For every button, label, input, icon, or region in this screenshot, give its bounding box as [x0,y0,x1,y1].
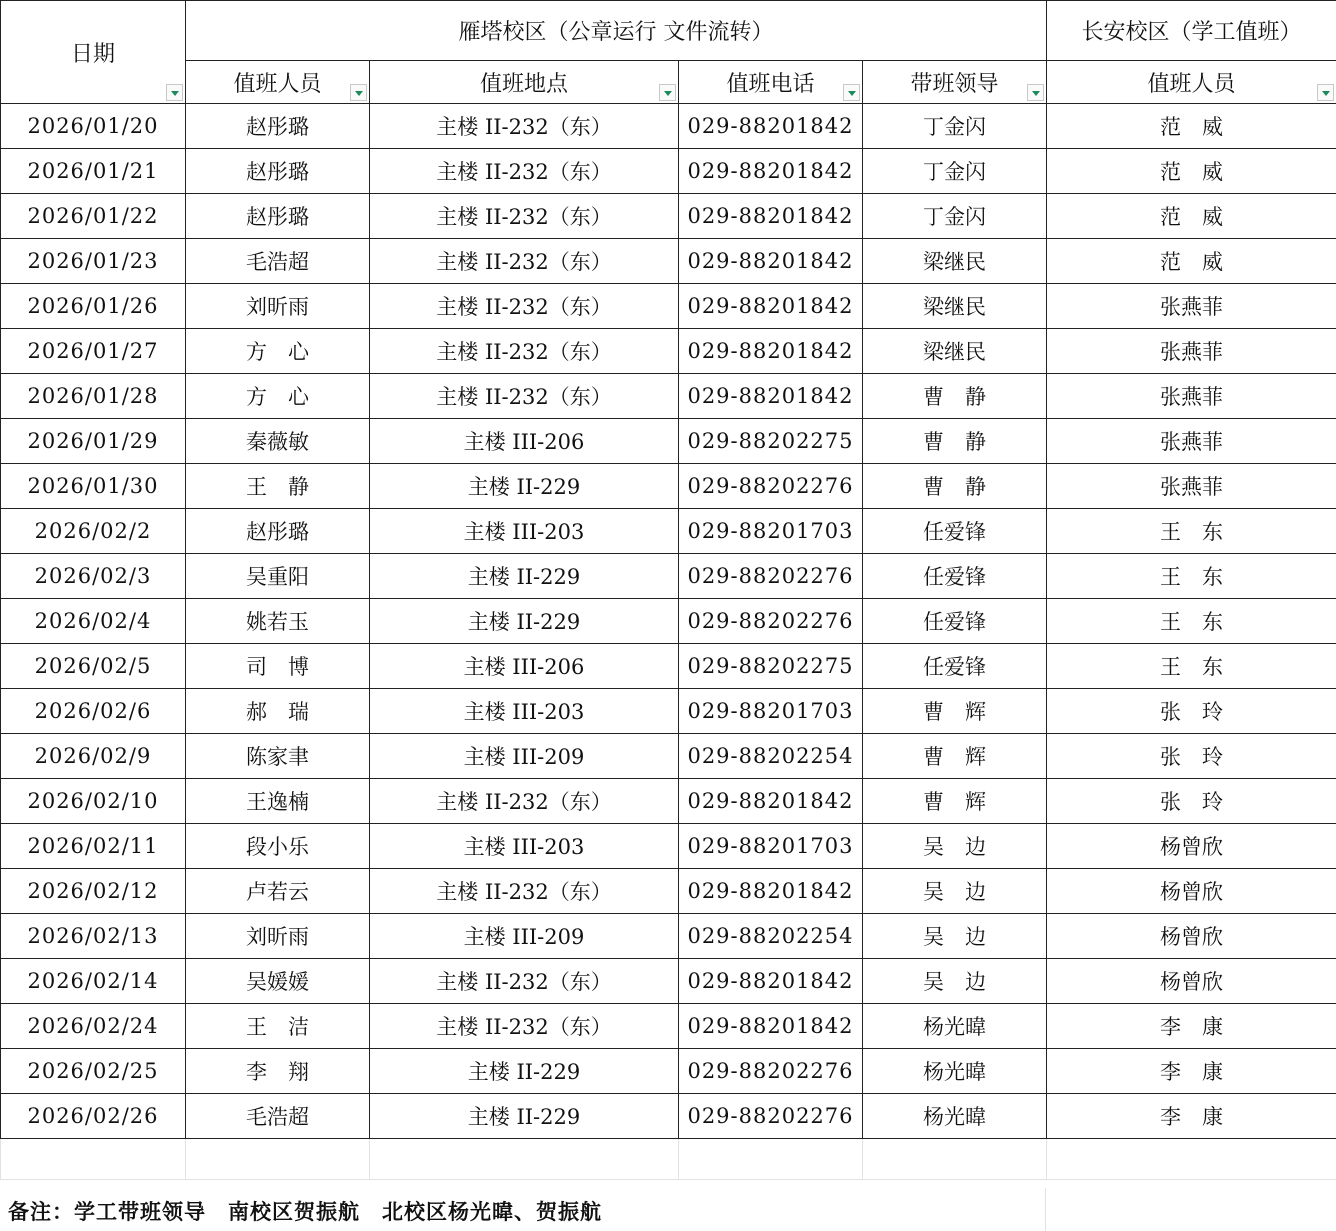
cell-changan-staff: 李 康 [1047,1004,1336,1049]
cell-duty-phone: 029-88201842 [679,1004,863,1049]
cell-duty-phone: 029-88202276 [679,464,863,509]
cell-duty-location: 主楼 II-232（东） [370,869,679,914]
filter-dropdown-icon[interactable] [843,84,860,101]
empty-cell [1,1139,186,1180]
cell-duty-staff: 毛浩超 [186,1094,370,1139]
cell-leader: 丁金闪 [863,149,1047,194]
cell-date: 2026/02/2 [1,509,186,554]
cell-leader: 丁金闪 [863,104,1047,149]
table-row [1,869,1336,914]
cell-duty-staff: 秦薇敏 [186,419,370,464]
cell-duty-location: 主楼 III-209 [370,914,679,959]
cell-changan-staff: 张燕菲 [1047,374,1336,419]
cell-duty-phone: 029-88201842 [679,779,863,824]
cell-leader: 吴 边 [863,869,1047,914]
header-duty-staff-label: 值班人员 [233,71,322,97]
cell-changan-staff: 范 威 [1047,239,1336,284]
cell-changan-staff: 王 东 [1047,554,1336,599]
cell-duty-location: 主楼 III-206 [370,419,679,464]
header-leader-label: 带班领导 [910,71,999,97]
header-changan-campus: 长安校区（学工值班） [1047,1,1336,61]
cell-duty-phone: 029-88202275 [679,419,863,464]
cell-leader: 梁继民 [863,284,1047,329]
table-row [1,554,1336,599]
table-row [1,734,1336,779]
table-row [1,284,1336,329]
cell-changan-staff: 杨曾欣 [1047,914,1336,959]
cell-changan-staff: 张 玲 [1047,779,1336,824]
table-row [1,149,1336,194]
table-row [1,824,1336,869]
cell-duty-staff: 郝 瑞 [186,689,370,734]
cell-duty-staff: 方 心 [186,329,370,374]
cell-date: 2026/02/11 [1,824,186,869]
cell-duty-location: 主楼 III-203 [370,689,679,734]
cell-duty-staff: 王 洁 [186,1004,370,1049]
cell-duty-staff: 陈家聿 [186,734,370,779]
header-duty-staff [186,61,370,104]
cell-duty-location: 主楼 II-232（东） [370,779,679,824]
cell-duty-phone: 029-88202276 [679,599,863,644]
cell-duty-staff: 段小乐 [186,824,370,869]
filter-dropdown-icon[interactable] [350,84,367,101]
cell-duty-location: 主楼 II-232（东） [370,959,679,1004]
table-row [1,509,1336,554]
cell-duty-phone: 029-88201842 [679,149,863,194]
cell-date: 2026/01/21 [1,149,186,194]
cell-duty-location: 主楼 II-232（东） [370,284,679,329]
cell-duty-staff: 赵彤璐 [186,509,370,554]
cell-duty-staff: 王逸楠 [186,779,370,824]
cell-changan-staff: 张 玲 [1047,689,1336,734]
cell-duty-staff: 李 翔 [186,1049,370,1094]
empty-cell [370,1139,679,1180]
gridline-divider [1045,1188,1046,1231]
table-row [1,464,1336,509]
table-row [1,1049,1336,1094]
cell-changan-staff: 张燕菲 [1047,329,1336,374]
cell-changan-staff: 王 东 [1047,509,1336,554]
cell-duty-staff: 毛浩超 [186,239,370,284]
cell-leader: 任爱锋 [863,644,1047,689]
cell-leader: 曹 辉 [863,689,1047,734]
cell-duty-location: 主楼 II-232（东） [370,194,679,239]
cell-duty-location: 主楼 II-229 [370,599,679,644]
header-changan-staff-label: 值班人员 [1147,71,1236,97]
cell-date: 2026/01/22 [1,194,186,239]
cell-leader: 杨光暐 [863,1049,1047,1094]
cell-duty-location: 主楼 II-232（东） [370,149,679,194]
cell-leader: 任爱锋 [863,599,1047,644]
cell-duty-phone: 029-88201842 [679,239,863,284]
cell-date: 2026/02/4 [1,599,186,644]
cell-duty-staff: 吴重阳 [186,554,370,599]
cell-duty-staff: 刘昕雨 [186,284,370,329]
header-leader [863,61,1047,104]
table-row [1,329,1336,374]
cell-duty-phone: 029-88201842 [679,284,863,329]
cell-date: 2026/01/20 [1,104,186,149]
cell-duty-location: 主楼 III-206 [370,644,679,689]
cell-duty-staff: 赵彤璐 [186,104,370,149]
cell-leader: 任爱锋 [863,509,1047,554]
cell-duty-phone: 029-88201703 [679,509,863,554]
cell-duty-location: 主楼 III-203 [370,824,679,869]
empty-row [1,1139,1336,1180]
cell-duty-location: 主楼 II-232（东） [370,374,679,419]
cell-date: 2026/02/12 [1,869,186,914]
cell-leader: 吴 边 [863,914,1047,959]
cell-duty-phone: 029-88201842 [679,869,863,914]
table-row [1,689,1336,734]
cell-leader: 梁继民 [863,239,1047,284]
cell-date: 2026/02/5 [1,644,186,689]
cell-leader: 曹 静 [863,419,1047,464]
cell-duty-staff: 王 静 [186,464,370,509]
cell-duty-staff: 吴媛媛 [186,959,370,1004]
cell-duty-location: 主楼 II-229 [370,464,679,509]
header-date-label: 日期 [70,41,115,67]
header-duty-location [370,61,679,104]
cell-changan-staff: 张燕菲 [1047,284,1336,329]
cell-duty-phone: 029-88202254 [679,914,863,959]
filter-dropdown-icon[interactable] [166,84,183,101]
cell-date: 2026/02/25 [1,1049,186,1094]
cell-leader: 吴 边 [863,959,1047,1004]
cell-date: 2026/02/26 [1,1094,186,1139]
header-duty-phone-label: 值班电话 [726,71,815,97]
cell-duty-phone: 029-88201703 [679,689,863,734]
filter-dropdown-icon[interactable] [1027,84,1044,101]
table-row [1,644,1336,689]
cell-duty-phone: 029-88202276 [679,1094,863,1139]
cell-leader: 丁金闪 [863,194,1047,239]
cell-duty-location: 主楼 II-229 [370,1049,679,1094]
cell-duty-location: 主楼 II-229 [370,1094,679,1139]
cell-date: 2026/01/27 [1,329,186,374]
cell-leader: 任爱锋 [863,554,1047,599]
cell-changan-staff: 杨曾欣 [1047,959,1336,1004]
filter-dropdown-icon[interactable] [659,84,676,101]
cell-date: 2026/02/14 [1,959,186,1004]
cell-leader: 曹 辉 [863,779,1047,824]
cell-duty-staff: 姚若玉 [186,599,370,644]
cell-duty-location: 主楼 II-232（东） [370,1004,679,1049]
cell-date: 2026/02/3 [1,554,186,599]
table-row [1,104,1336,149]
cell-changan-staff: 范 威 [1047,104,1336,149]
cell-duty-phone: 029-88201842 [679,329,863,374]
cell-changan-staff: 李 康 [1047,1049,1336,1094]
table-row [1,959,1336,1004]
cell-leader: 曹 静 [863,464,1047,509]
empty-cell [863,1139,1047,1180]
cell-date: 2026/02/24 [1,1004,186,1049]
empty-cell [186,1139,370,1180]
table-row [1,1094,1336,1139]
cell-duty-phone: 029-88202275 [679,644,863,689]
cell-duty-staff: 刘昕雨 [186,914,370,959]
header-duty-phone [679,61,863,104]
table-row [1,374,1336,419]
cell-duty-location: 主楼 II-229 [370,554,679,599]
cell-date: 2026/02/10 [1,779,186,824]
cell-changan-staff: 杨曾欣 [1047,824,1336,869]
cell-duty-phone: 029-88202276 [679,554,863,599]
cell-leader: 吴 边 [863,824,1047,869]
cell-duty-phone: 029-88201842 [679,194,863,239]
cell-leader: 梁继民 [863,329,1047,374]
cell-duty-location: 主楼 II-232（东） [370,239,679,284]
table-row [1,419,1336,464]
cell-duty-phone: 029-88202254 [679,734,863,779]
cell-duty-location: 主楼 II-232（东） [370,329,679,374]
cell-date: 2026/02/9 [1,734,186,779]
cell-date: 2026/01/23 [1,239,186,284]
cell-leader: 曹 静 [863,374,1047,419]
cell-leader: 杨光暐 [863,1094,1047,1139]
cell-duty-phone: 029-88201703 [679,824,863,869]
cell-duty-phone: 029-88201842 [679,959,863,1004]
table-row [1,239,1336,284]
cell-changan-staff: 范 威 [1047,194,1336,239]
table-row [1,194,1336,239]
cell-leader: 曹 辉 [863,734,1047,779]
cell-changan-staff: 李 康 [1047,1094,1336,1139]
filter-dropdown-icon[interactable] [1317,84,1334,101]
cell-duty-staff: 赵彤璐 [186,194,370,239]
cell-duty-staff: 赵彤璐 [186,149,370,194]
cell-date: 2026/02/13 [1,914,186,959]
footnote: 备注：学工带班领导 南校区贺振航 北校区杨光暐、贺振航 [8,1199,602,1224]
cell-date: 2026/01/28 [1,374,186,419]
cell-changan-staff: 张燕菲 [1047,464,1336,509]
cell-duty-staff: 方 心 [186,374,370,419]
cell-duty-phone: 029-88201842 [679,104,863,149]
cell-leader: 杨光暐 [863,1004,1047,1049]
table-row [1,1004,1336,1049]
cell-duty-phone: 029-88202276 [679,1049,863,1094]
cell-changan-staff: 王 东 [1047,599,1336,644]
header-changan-staff [1047,61,1336,104]
cell-date: 2026/01/30 [1,464,186,509]
cell-duty-location: 主楼 II-232（东） [370,104,679,149]
cell-date: 2026/01/29 [1,419,186,464]
cell-duty-location: 主楼 III-209 [370,734,679,779]
cell-duty-location: 主楼 III-203 [370,509,679,554]
header-yanta-campus: 雁塔校区（公章运行 文件流转） [186,1,1047,61]
cell-duty-staff: 卢若云 [186,869,370,914]
cell-changan-staff: 王 东 [1047,644,1336,689]
cell-changan-staff: 范 威 [1047,149,1336,194]
table-row [1,599,1336,644]
cell-changan-staff: 张燕菲 [1047,419,1336,464]
cell-duty-phone: 029-88201842 [679,374,863,419]
table-row [1,779,1336,824]
table-row [1,914,1336,959]
cell-date: 2026/02/6 [1,689,186,734]
empty-cell [1047,1139,1336,1180]
header-date [1,1,186,104]
header-duty-location-label: 值班地点 [479,71,568,97]
cell-changan-staff: 张 玲 [1047,734,1336,779]
cell-date: 2026/01/26 [1,284,186,329]
cell-duty-staff: 司 博 [186,644,370,689]
empty-cell [679,1139,863,1180]
cell-changan-staff: 杨曾欣 [1047,869,1336,914]
